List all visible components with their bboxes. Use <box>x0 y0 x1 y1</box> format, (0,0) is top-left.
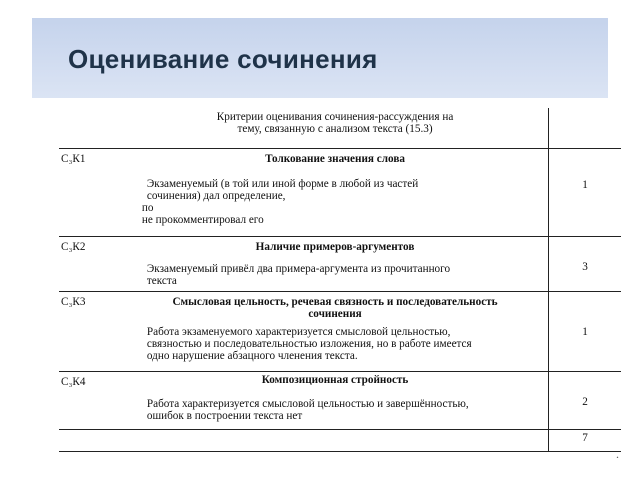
criterion-desc-line: текста <box>146 274 177 287</box>
criterion-title: Толкование значения слова <box>265 152 405 165</box>
score-cell <box>549 148 621 236</box>
score-cell <box>549 236 621 291</box>
slide-title: Оценивание сочинения <box>68 44 378 74</box>
table-row <box>59 148 621 236</box>
criterion-title: Композиционная стройность <box>261 373 409 386</box>
criterion-desc-line: Экзаменуемый привёл два примера-аргумента из прочитанного <box>146 262 451 275</box>
criterion-desc-line: ошибок в построении текста нет <box>146 409 303 422</box>
score-cell <box>549 429 621 451</box>
score-cell <box>549 371 621 429</box>
table-row <box>59 429 621 451</box>
criterion-cell <box>122 148 549 236</box>
criterion-title: Смысловая цельность, речевая связность и последовательность <box>172 295 498 308</box>
score-value: 1 <box>582 178 588 191</box>
code-cell <box>59 236 122 291</box>
criterion-desc-line: связностью и последовательностью изложения, но в работе имеется <box>146 337 472 350</box>
criterion-code: С₃К1 <box>61 152 86 165</box>
score-cell <box>549 108 621 148</box>
criterion-desc-line: Экзаменуемый (в той или иной форме в любой из частей <box>146 177 419 190</box>
title-banner <box>32 18 608 98</box>
criterion-desc-line: сочинения) дал определение, <box>146 189 286 202</box>
criterion-cell <box>122 291 549 371</box>
criterion-cell <box>122 429 549 451</box>
table-row <box>59 291 621 371</box>
code-cell <box>59 429 122 451</box>
criterion-code: С₃К3 <box>61 295 86 308</box>
score-value: 3 <box>582 260 588 273</box>
criterion-cell <box>122 236 549 291</box>
score-cell <box>549 291 621 371</box>
table-row <box>59 236 621 291</box>
criterion-desc-line: одно нарушение абзацного членения текста. <box>146 349 358 362</box>
table-row <box>59 371 621 429</box>
score-value: 2 <box>582 395 588 408</box>
criterion-code: С₃К2 <box>61 240 86 253</box>
criterion-desc-line: Работа характеризуется смысловой цельностью и завершённостью, <box>146 397 469 410</box>
score-value: 1 <box>582 325 588 338</box>
criteria-table <box>59 108 621 452</box>
criterion-code: С₃К4 <box>61 375 86 388</box>
total-score: 7 <box>582 431 588 444</box>
code-cell <box>59 108 122 148</box>
criterion-desc-line: не прокомментировал его <box>141 213 264 226</box>
criterion-cell <box>122 371 549 429</box>
header-cell <box>122 108 549 148</box>
stray-dot: . <box>616 447 619 461</box>
criterion-title: Наличие примеров-аргументов <box>255 240 415 253</box>
header-line: Критерии оценивания сочинения-рассуждения на <box>216 111 454 123</box>
criterion-desc-line: Работа экзаменуемого характеризуется смысловой цельностью, <box>146 325 451 338</box>
code-cell <box>59 148 122 236</box>
table-row <box>59 108 621 148</box>
criterion-title: сочинения <box>308 307 362 320</box>
code-cell <box>59 371 122 429</box>
criterion-desc-line: по <box>141 201 154 214</box>
code-cell <box>59 291 122 371</box>
header-line: тему, связанную с анализом текста (15.3) <box>237 123 433 135</box>
